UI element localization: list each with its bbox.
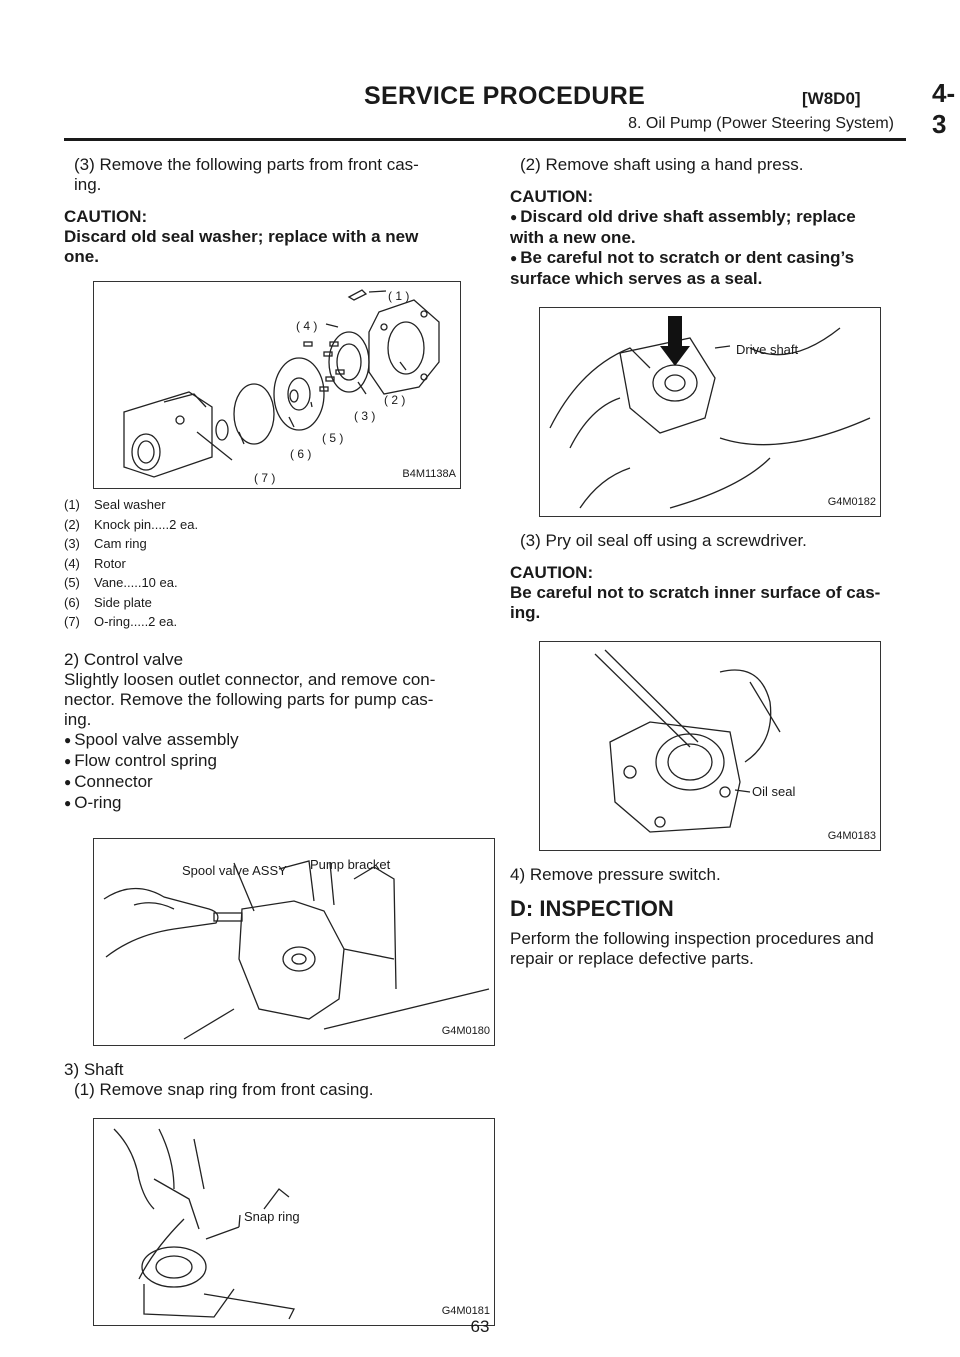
bullet-item: ● Flow control spring	[64, 751, 459, 772]
figure-id: B4M1138A	[402, 468, 456, 480]
figure-control-valve	[93, 838, 495, 1046]
legend-item: (1) Seal washer	[64, 497, 166, 512]
callout-6: ( 6 )	[290, 447, 312, 461]
label-spool-valve: Spool valve ASSY	[182, 862, 287, 878]
figure-pump-parts	[93, 281, 461, 489]
callout-1: ( 1 )	[388, 289, 410, 303]
inspection-heading: D: INSPECTION	[510, 896, 674, 921]
step-text: (3) Pry oil seal off using a screwdriver.	[520, 531, 807, 550]
bullet-item: ● Spool valve assembly	[64, 730, 459, 751]
figure-id: G4M0180	[441, 1024, 490, 1037]
figure-id: G4M0182	[827, 496, 876, 508]
caution-heading: CAUTION:	[510, 187, 594, 206]
parts-legend	[64, 495, 459, 632]
caution-text: surface which serves as a seal.	[510, 269, 763, 288]
label-pump-bracket: Pump bracket	[310, 856, 391, 872]
step-text: (3) Remove the following parts from front cas-	[74, 155, 419, 174]
callout-7: ( 7 )	[254, 471, 276, 485]
caution-text: with a new one.	[510, 228, 636, 247]
header-rule	[64, 138, 906, 141]
section-code: [W8D0]	[802, 89, 861, 108]
figure-oil-seal	[539, 641, 881, 851]
legend-item: (3) Cam ring	[64, 536, 147, 551]
legend-item: (7) O-ring.....2 ea.	[64, 614, 178, 629]
legend-item: (5) Vane.....10 ea.	[64, 575, 178, 590]
section-subtitle: 8. Oil Pump (Power Steering System)	[628, 115, 894, 132]
pump-parts-drawing	[94, 282, 460, 488]
left-column	[64, 155, 490, 1326]
control-valve-drawing	[94, 839, 494, 1045]
right-column	[510, 155, 905, 969]
caution-text: one.	[64, 247, 99, 266]
body-text: Perform the following inspection procedures and	[510, 929, 874, 948]
callout-5: ( 5 )	[322, 431, 344, 445]
step-text: (2) Remove shaft using a hand press.	[520, 155, 804, 174]
body-text: Slightly loosen outlet connector, and remove con-	[64, 669, 436, 689]
label-drive-shaft: Drive shaft	[736, 342, 799, 357]
callout-2: ( 2 )	[384, 393, 406, 407]
caution-heading: CAUTION:	[64, 207, 148, 226]
oil-seal-drawing	[540, 642, 880, 850]
callout-4: ( 4 )	[296, 319, 318, 333]
label-snap-ring: Snap ring	[244, 1208, 300, 1224]
body-text: ing.	[64, 709, 92, 729]
figure-id: G4M0183	[827, 830, 876, 842]
caution-text: Discard old seal washer; replace with a new	[64, 227, 419, 246]
page-number: 63	[470, 1317, 490, 1336]
legend-item: (4) Rotor	[64, 555, 126, 571]
figure-drive-shaft	[539, 307, 881, 517]
caution-bullet: ● Discard old drive shaft assembly; replace	[510, 207, 905, 228]
section-title: SERVICE PROCEDURE	[364, 82, 646, 110]
drive-shaft-drawing	[540, 308, 880, 516]
callout-3: ( 3 )	[354, 409, 376, 423]
step-heading: 3) Shaft	[64, 1059, 124, 1079]
caution-heading: CAUTION:	[510, 563, 594, 582]
caution-text: ing.	[510, 603, 541, 622]
step-heading: 4) Remove pressure switch.	[510, 865, 721, 884]
legend-item: (6) Side plate	[64, 594, 152, 610]
bullet-item: ● O-ring	[64, 793, 459, 814]
caution-bullet: ● Be careful not to scratch or dent casing’s	[510, 248, 905, 269]
step-text: ing.	[74, 175, 102, 194]
section-number: 4-3	[932, 78, 956, 139]
legend-item: (2) Knock pin.....2 ea.	[64, 516, 199, 532]
body-text: repair or replace defective parts.	[510, 949, 754, 968]
bullet-item: ● Connector	[64, 772, 459, 793]
step-text: (1) Remove snap ring from front casing.	[74, 1079, 374, 1099]
step-heading: 2) Control valve	[64, 649, 184, 669]
figure-id: G4M0181	[441, 1304, 490, 1317]
label-oil-seal: Oil seal	[752, 784, 796, 799]
body-text: nector. Remove the following parts for pump cas-	[64, 689, 434, 709]
caution-text: Be careful not to scratch inner surface of cas-	[510, 583, 881, 602]
figure-snap-ring	[93, 1118, 495, 1326]
